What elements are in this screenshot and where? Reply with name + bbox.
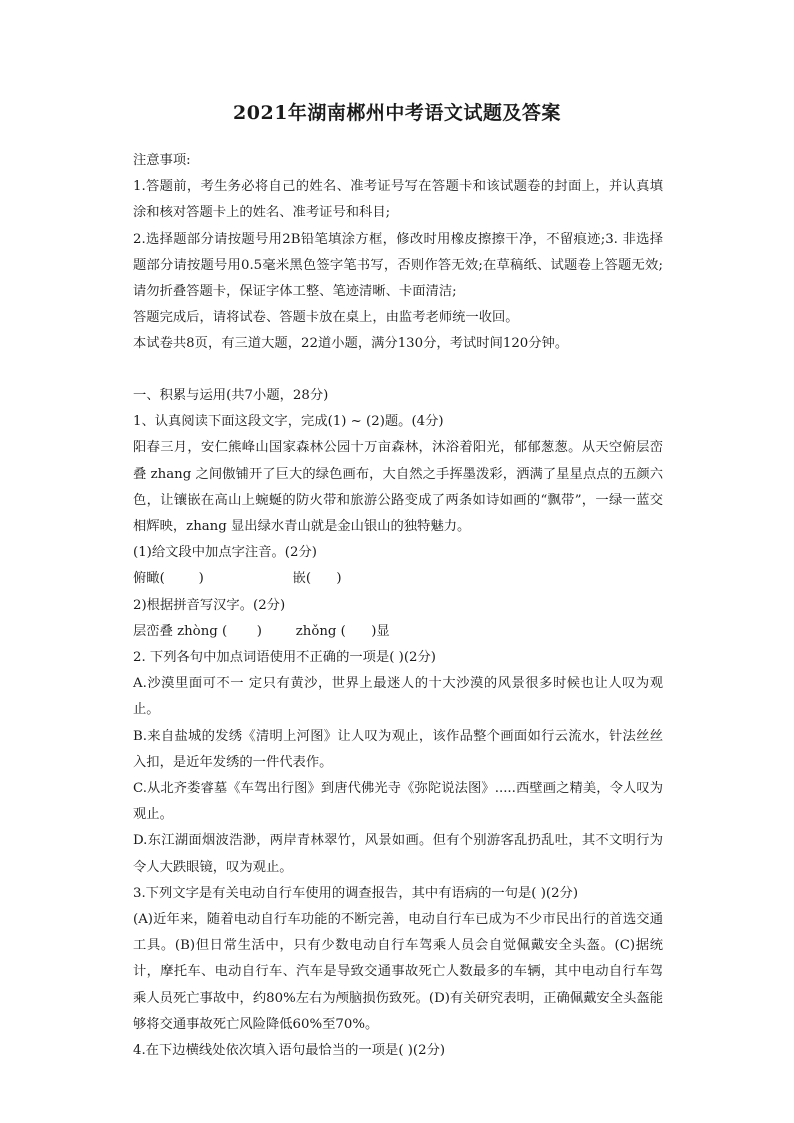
q3-prompt: 3.下列文字是有关电动自行车使用的调查报告，其中有语病的一句是( )(2分) (133, 885, 579, 901)
q1-passage: 阳春三月，安仁熊峰山国家森林公园十万亩森林，沐浴着阳光，郁郁葱葱。从天空俯层峦叠 zhang 之间傲铺开了巨大的绿色画布，大自然之手挥墨泼彩，洒满了星星点点的五颜六色，让镶嵌在高山上蜿蜒的防火带和旅游公路变成了两条如诗如画的“飘带”，一绿一蓝交相辉映，zhang 显出绿水青山就是金山银山的独特魅力。 (133, 440, 663, 535)
notice-item-1: 1.答题前，考生务必将自己的姓名、准考证号写在答题卡和该试题卷的封面上，并认真填涂和核对答题卡上的姓名、准考证号和科目; (133, 179, 663, 221)
q2-option-c: C.从北齐娄睿墓《车驾出行图》到唐代佛光寺《弥陀说法图》.....西壁画之精美，令人叹为观止。 (133, 781, 663, 823)
notice-heading: 注意事项: (133, 153, 191, 168)
q2-prompt: 2. 下列各句中加点词语使用不正确的一项是( )(2分) (133, 650, 436, 666)
notice-item-2: 2.选择题部分请按题号用2B铅笔填涂方框，修改时用橡皮擦擦干净，不留痕迹;3. 非选择题部分请按题号用0.5毫米黑色签字笔书写，否则作答无效;在草稿纸、试题卷上答题无效;请勿折叠答题卡，保证字体工整、笔迹清晰、卡面清洁; (133, 231, 663, 300)
section-1-heading: 一、积累与运用(共7小题，28分) (133, 388, 329, 403)
q2-option-b: B.来自盐城的发绣《清明上河图》让人叹为观止，该作品整个画面如行云流水，针法丝丝入扣，是近年发绣的一件代表作。 (133, 728, 663, 770)
q4-prompt: 4.在下边横线处依次填入语句最恰当的一项是( )(2分) (133, 1043, 446, 1059)
document-title: 2021年湖南郴州中考语文试题及答案 (233, 102, 561, 124)
q1-sub2: 2)根据拼音写汉字。(2分) (133, 597, 286, 613)
q1-sub1-line: 俯瞰( ) 嵌( ) (133, 571, 342, 587)
q1-sub2-line: 层峦叠 zhòng ( ) zhǒng ( )显 (133, 623, 390, 639)
q2-option-d: D.东江湖面烟波浩渺，两岸青林翠竹，风景如画。但有个别游客乱扔乱吐，其不文明行为令人大跌眼镜，叹为观止。 (133, 833, 663, 875)
notice-item-4: 本试卷共8页，有三道大题，22道小题，满分130分，考试时间120分钟。 (133, 336, 569, 352)
q1-prompt: 1、认真阅读下面这段文字，完成(1) ~ (2)题。(4分) (133, 414, 444, 430)
q3-passage: (A)近年来，随着电动自行车功能的不断完善，电动自行车已成为不少市民出行的首选交通工具。(B)但日常生活中，只有少数电动自行车驾乘人员会自觉佩戴安全头盔。(C)据统计，摩托车、电动自行车、汽车是导致交通事故死亡人数最多的车辆，其中电动自行车驾乘人员死亡事故中，约80%左右为颅脑损伤致死。(D)有关研究表明，正确佩戴安全头盔能够将交通事故死亡风险降低60%至70%。 (133, 912, 663, 1032)
q2-option-a: A.沙漠里面可不一 定只有黄沙，世界上最迷人的十大沙漠的风景很多时候也让人叹为观止。 (133, 676, 663, 718)
q1-sub1: (1)给文段中加点字注音。(2分) (133, 545, 317, 561)
notice-block (133, 148, 663, 358)
section-1 (133, 383, 663, 1064)
notice-item-3: 答题完成后，请将试卷、答题卡放在桌上，由监考老师统一收回。 (133, 310, 519, 326)
